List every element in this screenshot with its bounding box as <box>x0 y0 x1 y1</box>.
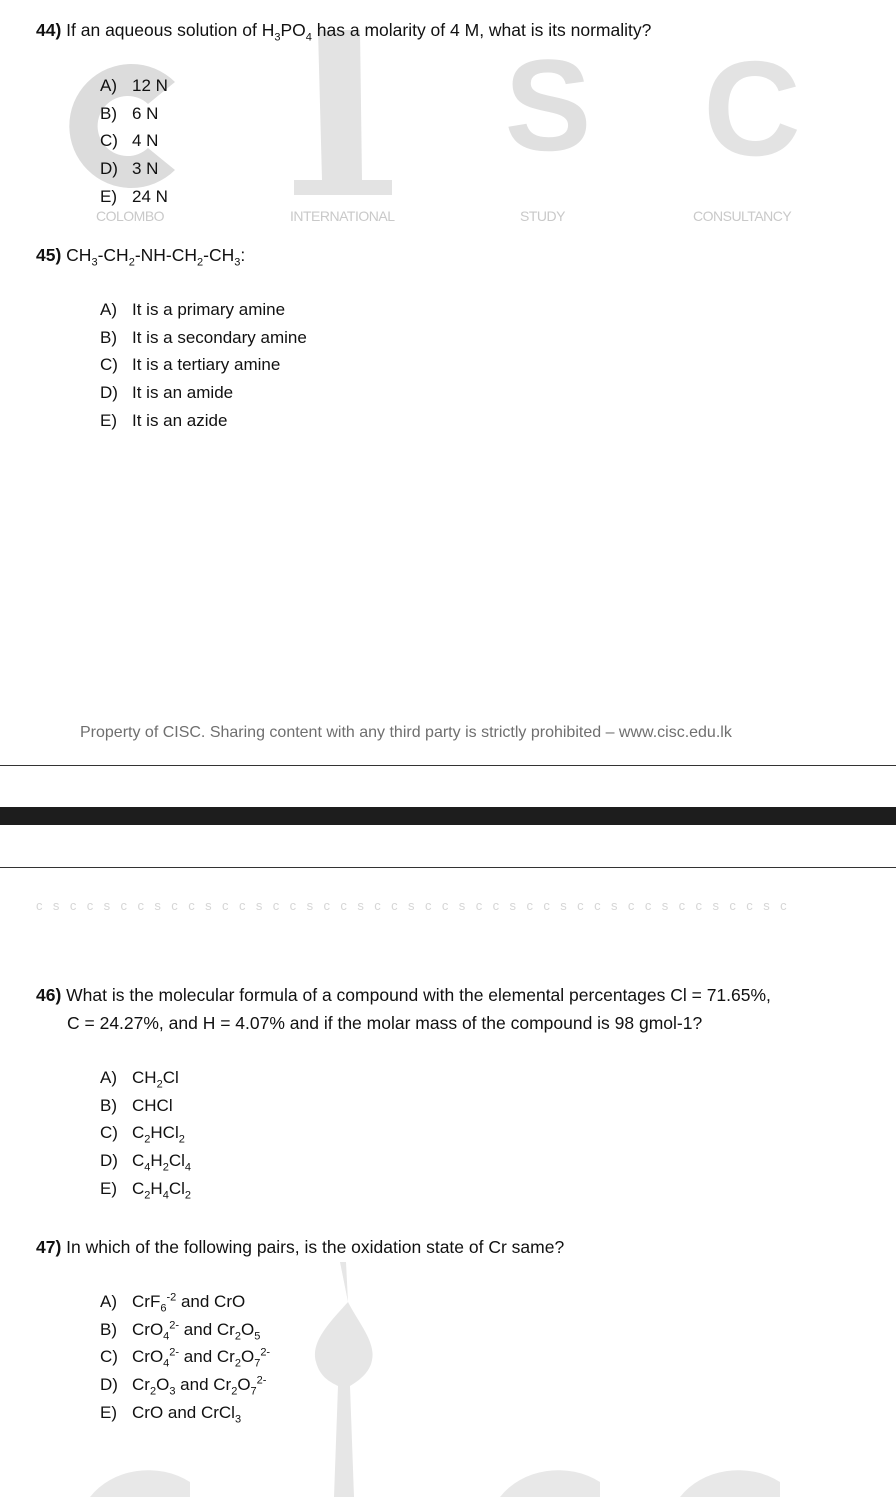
option-b[interactable] <box>100 1316 270 1344</box>
page-divider-top <box>0 765 896 766</box>
subscript: 4 <box>184 1161 191 1174</box>
option-text: C <box>132 1151 145 1171</box>
page-break-band <box>0 807 896 825</box>
subscript: 3 <box>274 31 281 44</box>
option-b[interactable] <box>100 1092 191 1120</box>
subscript: 2 <box>184 1189 191 1202</box>
formula-part: CH <box>66 245 92 265</box>
question-44 <box>36 16 651 44</box>
option-letter: C) <box>100 355 118 375</box>
option-letter: C) <box>100 131 118 151</box>
option-letter: A) <box>100 76 117 95</box>
page-footer: Property of CISC. Sharing content with any third party is strictly prohibited – www.cisc.edu.lk <box>80 724 732 741</box>
watermark-letter-s: S <box>504 32 592 178</box>
option-text: HCl <box>150 1123 179 1143</box>
question-text: If an aqueous solution of H <box>61 20 275 40</box>
option-text: CH <box>132 1068 157 1087</box>
option-letter: B) <box>100 103 117 123</box>
superscript: 2- <box>169 1346 180 1359</box>
option-text: 4 N <box>132 131 159 151</box>
watermark-strip: c s c c s c c s c c s c c s c c s c c s c c s c c s c c s c c s c c s c c s c c s c c s c <box>36 898 791 913</box>
option-text: O <box>237 1375 251 1395</box>
option-letter: D) <box>100 1151 118 1171</box>
subscript: 2 <box>178 1133 185 1146</box>
option-text: O <box>240 1319 255 1339</box>
option-a[interactable] <box>100 72 168 100</box>
option-letter: E) <box>100 1178 117 1198</box>
watermark-word-study: STUDY <box>520 208 565 224</box>
subscript: 7 <box>250 1385 257 1398</box>
question-number: 44) <box>36 20 62 40</box>
formula-part: : <box>240 245 246 265</box>
option-e[interactable] <box>100 183 168 211</box>
question-text: In which of the following pairs, is the oxidation state of Cr same? <box>61 1237 565 1257</box>
option-text: H <box>150 1178 163 1198</box>
option-c[interactable] <box>100 351 307 379</box>
option-text: C <box>132 1178 145 1198</box>
option-text: CrO <box>132 1319 164 1339</box>
option-letter: B) <box>100 1095 117 1115</box>
option-text: CrO <box>132 1347 164 1367</box>
question-47 <box>36 1233 564 1261</box>
superscript: 2- <box>260 1346 271 1359</box>
option-letter: A) <box>100 300 117 319</box>
subscript: 3 <box>91 256 98 269</box>
option-letter: A) <box>100 1292 117 1311</box>
superscript: 2- <box>169 1319 180 1332</box>
option-text: It is a primary amine <box>132 300 286 319</box>
option-letter: D) <box>100 383 118 403</box>
subscript: 3 <box>169 1385 176 1398</box>
option-text: H <box>150 1151 163 1171</box>
option-text: 24 N <box>132 186 168 206</box>
option-text: CHCl <box>132 1095 173 1115</box>
subscript: 2 <box>231 1385 238 1398</box>
option-text: It is a tertiary amine <box>132 355 281 375</box>
option-d[interactable] <box>100 155 168 183</box>
question-text-continued: C = 24.27%, and H = 4.07% and if the molar mass of the compound is 98 gmol-1? <box>67 1013 703 1033</box>
subscript: 2 <box>128 256 135 269</box>
subscript: 7 <box>254 1357 261 1370</box>
options-47 <box>100 1288 270 1427</box>
option-text: Cl <box>168 1151 185 1171</box>
watermark-word-international: INTERNATIONAL <box>290 208 395 224</box>
question-text: What is the molecular formula of a compound with the elemental percentages Cl = 71.65%, <box>61 985 771 1005</box>
option-text: CrF <box>132 1292 161 1311</box>
subscript: 4 <box>144 1161 151 1174</box>
option-letter: D) <box>100 159 118 179</box>
option-letter: B) <box>100 327 117 347</box>
option-text: 3 N <box>132 159 159 179</box>
subscript: 2 <box>234 1357 241 1370</box>
option-c[interactable] <box>100 1119 191 1147</box>
question-number: 45) <box>36 245 62 265</box>
option-text: CrO and CrCl <box>132 1402 235 1422</box>
option-text: and Cr <box>179 1347 235 1367</box>
options-44 <box>100 72 168 211</box>
option-text: and CrO <box>176 1292 246 1311</box>
subscript: 4 <box>162 1189 169 1202</box>
question-text: PO <box>280 20 306 40</box>
formula-part: -CH <box>203 245 235 265</box>
option-d[interactable] <box>100 1147 191 1175</box>
watermark-letter-c-right: C <box>703 33 801 184</box>
option-text: O <box>240 1347 255 1367</box>
subscript: 3 <box>234 1413 242 1426</box>
subscript: 2 <box>144 1133 151 1146</box>
subscript: 2 <box>234 1330 241 1343</box>
options-46 <box>100 1064 191 1203</box>
option-text: 12 N <box>132 76 168 95</box>
option-letter: E) <box>100 186 117 206</box>
subscript: 2 <box>156 1078 163 1091</box>
subscript: 5 <box>254 1330 261 1343</box>
option-text: It is an azide <box>132 410 228 430</box>
subscript: 2 <box>149 1385 157 1398</box>
subscript: 6 <box>160 1302 167 1315</box>
option-d[interactable] <box>100 379 307 407</box>
option-b[interactable] <box>100 324 307 352</box>
option-c[interactable] <box>100 1343 270 1371</box>
option-c[interactable] <box>100 127 168 155</box>
watermark-tower <box>294 30 392 195</box>
watermark-word-colombo: COLOMBO <box>96 208 165 224</box>
option-text: and Cr <box>179 1319 235 1339</box>
option-e[interactable] <box>100 1399 270 1427</box>
question-45 <box>36 241 245 269</box>
page-divider-bottom <box>0 867 896 868</box>
formula-part: -NH-CH <box>134 245 198 265</box>
subscript: 4 <box>305 31 312 44</box>
option-letter: C) <box>100 1123 118 1143</box>
option-text: Cl <box>162 1068 179 1087</box>
question-46 <box>36 981 876 1037</box>
option-letter: E) <box>100 410 117 430</box>
question-text: has a molarity of 4 M, what is its normality? <box>311 20 652 40</box>
option-letter: D) <box>100 1375 118 1395</box>
option-e[interactable] <box>100 1175 191 1203</box>
subscript: 3 <box>234 256 241 269</box>
option-a[interactable] <box>100 296 307 324</box>
option-a[interactable] <box>100 1064 191 1092</box>
option-text: It is a secondary amine <box>132 327 307 347</box>
option-e[interactable] <box>100 407 307 435</box>
subscript: 2 <box>197 256 204 269</box>
option-letter: A) <box>100 1068 117 1087</box>
question-number: 47) <box>36 1237 62 1257</box>
watermark-word-consultancy: CONSULTANCY <box>693 208 792 224</box>
subscript: 4 <box>163 1330 170 1343</box>
superscript: -2 <box>166 1291 177 1304</box>
subscript: 2 <box>144 1189 151 1202</box>
formula-part: -CH <box>97 245 129 265</box>
option-text: 6 N <box>132 103 159 123</box>
option-text: Cr <box>132 1375 150 1395</box>
option-text: and Cr <box>175 1375 232 1395</box>
option-d[interactable] <box>100 1371 270 1399</box>
option-a[interactable] <box>100 1288 270 1316</box>
subscript: 4 <box>163 1357 170 1370</box>
superscript: 2- <box>256 1374 267 1387</box>
option-text: Cl <box>168 1178 185 1198</box>
option-text: C <box>132 1123 145 1143</box>
question-number: 46) <box>36 985 62 1005</box>
subscript: 2 <box>162 1161 169 1174</box>
option-letter: E) <box>100 1402 117 1422</box>
option-b[interactable] <box>100 100 168 128</box>
option-letter: B) <box>100 1319 117 1339</box>
option-letter: C) <box>100 1347 118 1367</box>
option-text: O <box>156 1375 170 1395</box>
options-45 <box>100 296 307 435</box>
option-text: It is an amide <box>132 383 234 403</box>
